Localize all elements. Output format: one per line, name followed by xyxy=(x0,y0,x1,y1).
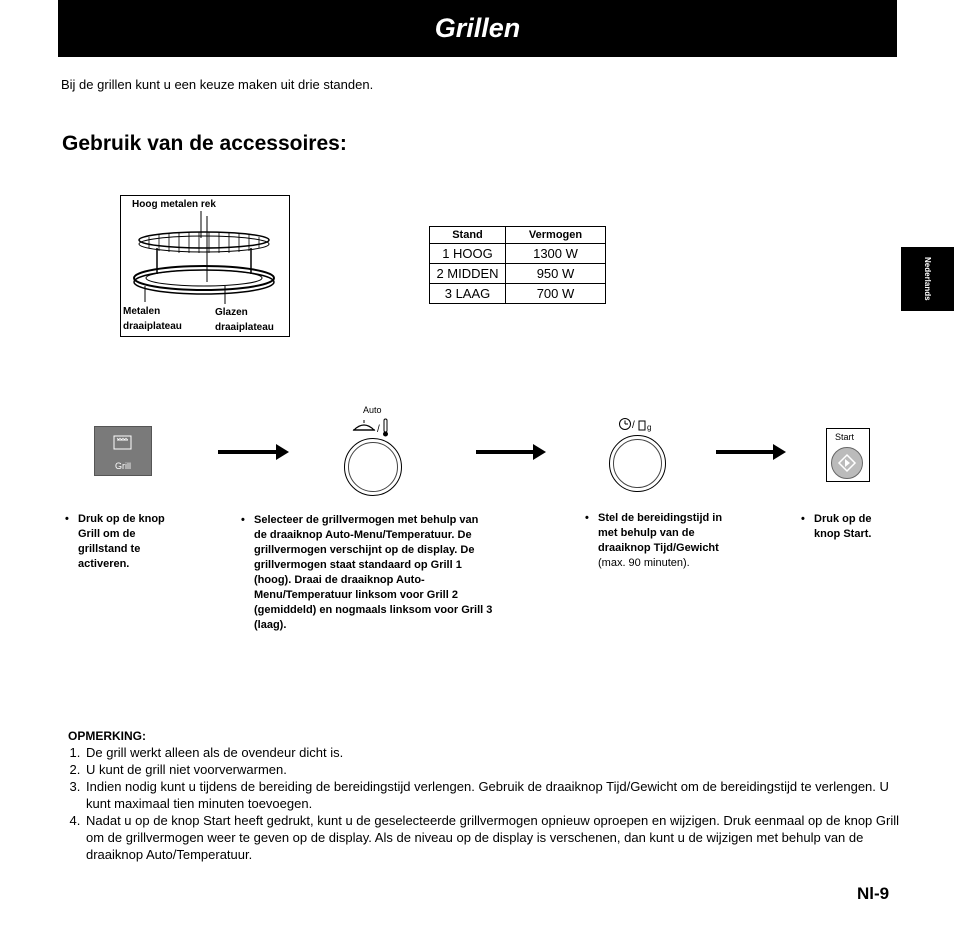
column-header-stand: Stand xyxy=(430,227,506,244)
auto-label: Auto xyxy=(363,405,382,415)
step-2: • Selecteer de grillvermogen met behulp van de draaiknop Auto-Menu/Temperatuur. De grillvermogen verschijnt op de display. De grillvermogen staat standaard op Grill 1 (hoog). Draai de draaiknop Auto-Menu/Temperatuur linksom voor Grill 2 (gemiddeld) en nogmaals linksom voor Grill 3 (laag). xyxy=(241,514,493,631)
list-item: 4. Nadat u op de knop Start heeft gedrukt, kunt u de geselecteerde grillvermogen opnieuw oproepen en wijzigen. Druk eenmaal op de knop Grill om de grillvermogen weer te geven op de display. Als de niveau op de display is verschenen, dan kunt u de wijzigen met behulp van de draaiknop Auto/Temperatuur. xyxy=(84,812,906,863)
notes-heading: OPMERKING: xyxy=(68,729,146,743)
language-tab xyxy=(901,247,954,311)
table-cell: 950 W xyxy=(506,264,606,284)
table-cell: 3 LAAG xyxy=(430,284,506,304)
table-cell: 1300 W xyxy=(506,244,606,264)
accessories-illustration xyxy=(120,195,290,337)
table-cell: 2 MIDDEN xyxy=(430,264,506,284)
arrow-right-icon xyxy=(716,450,773,454)
grill-button-label: Grill xyxy=(115,461,131,471)
table-row xyxy=(430,244,606,264)
grill-button[interactable] xyxy=(94,426,152,476)
section-title: Gebruik van de accessoires: xyxy=(62,132,347,155)
arrow-right-icon xyxy=(218,450,276,454)
step-1-text: Druk op de knop Grill om de grillstand te activeren. xyxy=(78,513,165,570)
metal-tray-label-line2: draaiplateau xyxy=(123,321,182,332)
page-number: Nl-9 xyxy=(857,884,890,903)
rack-label: Hoog metalen rek xyxy=(132,199,216,210)
start-label: Start xyxy=(835,432,855,442)
glass-tray-label-line2: draaiplateau xyxy=(215,322,274,333)
step-4: • Druk op de knop Start. xyxy=(801,513,872,540)
step-3-text: Stel de bereidingstijd in met behulp van de draaiknop Tijd/Gewicht xyxy=(598,512,723,554)
step-3: • Stel de bereidingstijd in met behulp van de draaiknop Tijd/Gewicht (max. 90 minuten). xyxy=(585,512,723,569)
notes-list xyxy=(66,744,906,863)
arrow-right-icon xyxy=(476,450,533,454)
intro-text: Bij de grillen kunt u een keuze maken uit drie standen. xyxy=(61,77,374,92)
column-header-power: Vermogen xyxy=(506,227,606,244)
step-2-text: Selecteer de grillvermogen met behulp van de draaiknop Auto-Menu/Temperatuur. De grillvermogen verschijnt op de display. De grillvermogen staat standaard op Grill 1 (hoog). Draai de draaiknop Auto-Menu/Temperatuur linksom voor Grill 2 (gemiddeld) en nogmaals linksom voor Grill 3 (laag). xyxy=(254,514,493,631)
svg-text:/: / xyxy=(377,424,380,435)
metal-tray-label-line1: Metalen xyxy=(123,306,161,317)
table-row xyxy=(430,264,606,284)
start-diamond-icon xyxy=(832,448,862,478)
oven-icon xyxy=(113,435,133,451)
language-tab-label: Nederlands xyxy=(923,257,932,301)
step-3-note: (max. 90 minuten). xyxy=(598,557,690,569)
title-bar xyxy=(58,0,897,57)
time-weight-icon xyxy=(619,417,659,433)
list-item: 1. De grill werkt alleen als de ovendeur dicht is. xyxy=(84,744,906,761)
auto-menu-temperature-icon xyxy=(351,418,395,438)
table-header-row xyxy=(430,227,606,244)
svg-text:g: g xyxy=(647,423,652,432)
list-item: 2. U kunt de grill niet voorverwarmen. xyxy=(84,761,906,778)
power-table xyxy=(429,226,606,304)
auto-menu-temperature-knob[interactable] xyxy=(344,438,402,496)
table-cell: 1 HOOG xyxy=(430,244,506,264)
svg-text:/: / xyxy=(632,420,635,431)
table-cell: 700 W xyxy=(506,284,606,304)
time-weight-knob[interactable] xyxy=(609,435,666,492)
glass-tray-label-line1: Glazen xyxy=(215,307,248,318)
step-1: • Druk op de knop Grill om de grillstand te activeren. xyxy=(65,513,165,570)
step-4-text: Druk op de knop Start. xyxy=(814,513,872,540)
table-row xyxy=(430,284,606,304)
start-button-panel xyxy=(826,428,870,482)
list-item: 3. Indien nodig kunt u tijdens de bereiding de bereidingstijd verlengen. Gebruik de draaiknop Tijd/Gewicht om de bereidingstijd te verlengen. U kunt maximaal tien minuten toevoegen. xyxy=(84,778,906,812)
page-title: Grillen xyxy=(434,13,521,43)
start-button[interactable] xyxy=(831,447,863,479)
